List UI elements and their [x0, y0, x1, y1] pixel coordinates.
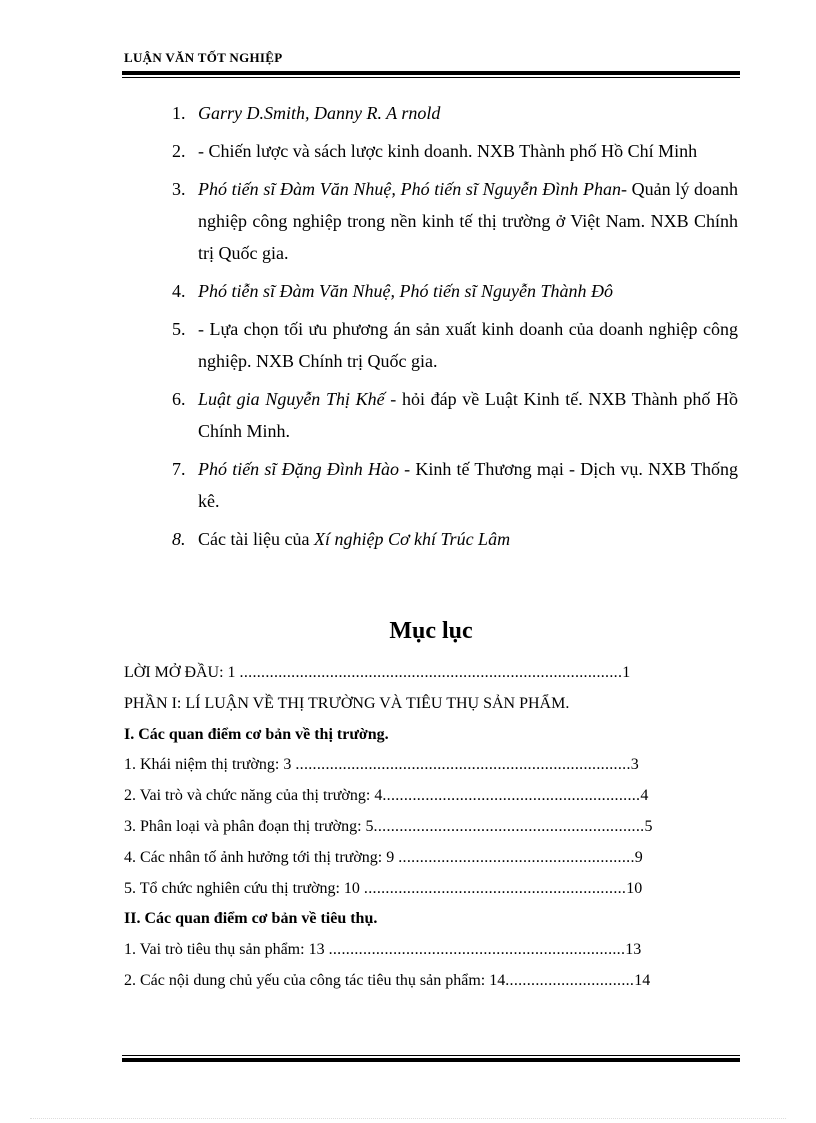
reference-text: - hỏi đáp về Luật Kinh tế. NXB Thành phố Hồ Chính Minh. [198, 389, 738, 441]
toc-entry-label: 1. Vai trò tiêu thụ sản phẩm: 13 [124, 941, 329, 959]
toc-leader: ....................................................... [398, 848, 635, 866]
toc-page-number: 5 [644, 817, 653, 835]
reference-text: Các tài liệu của [198, 529, 314, 549]
toc-entry-label: 5. Tổ chức nghiên cứu thị trường: 10 [124, 879, 364, 897]
toc-entry-label: 1. Khái niệm thị trường: 3 [124, 756, 296, 774]
reference-text: - Lựa chọn tối ưu phương án sản xuất kinh doanh của doanh nghiệp công nghiệp. NXB Chính trị Quốc gia. [198, 319, 738, 371]
reference-number: 2. [172, 141, 186, 161]
reference-item [172, 523, 738, 555]
toc-entry-label: 3. Phân loại và phân đoạn thị trường: 5 [124, 817, 374, 835]
toc-leader: ......................................................................................... [239, 664, 623, 681]
reference-number: 7. [172, 459, 186, 479]
reference-source: Xí nghiệp Cơ khí Trúc Lâm [313, 529, 511, 549]
reference-item [172, 173, 738, 269]
reference-item [172, 97, 738, 129]
footer-rule-thin [122, 1055, 740, 1056]
reference-author: Luật gia Nguyễn Thị Khế [198, 389, 385, 409]
reference-author: Garry D.Smith, Danny R. A rnold [198, 103, 441, 123]
toc-page-number: 9 [634, 848, 643, 866]
toc-entry-label: I. Các quan điểm cơ bản về thị trường. [124, 725, 389, 743]
reference-number: 3. [172, 179, 186, 199]
reference-author: Phó tiến sĩ Đàm Văn Nhuệ, Phó tiến sĩ Nguyễn Đình Phan [198, 179, 621, 199]
toc-page-number: 3 [630, 756, 639, 774]
toc-leader: .............................................................................. [295, 756, 631, 774]
reference-item [172, 275, 738, 307]
toc-entry-label: 2. Vai trò và chức năng của thị trường: 4 [124, 787, 383, 805]
header-rule-thin [122, 77, 740, 78]
reference-item [172, 313, 738, 377]
toc-entry-label: LỜI MỞ ĐẦU: 1 [124, 664, 240, 681]
footer-rule-thick [122, 1058, 740, 1062]
header-title: LUẬN VĂN TỐT NGHIỆP [124, 50, 283, 65]
toc-entry-label: 2. Các nội dung chủ yếu của công tác tiêu thụ sản phẩm: 14 [124, 971, 506, 989]
toc-entry[interactable] [124, 750, 724, 781]
toc-leader: ............................................................ [382, 787, 641, 805]
toc-entry[interactable] [124, 966, 724, 997]
reference-number: 4. [172, 281, 186, 301]
reference-text: - Chiến lược và sách lược kinh doanh. NXB Thành phố Hồ Chí Minh [198, 141, 698, 161]
toc-entry-label: 4. Các nhân tố ảnh hưởng tới thị trường: 9 [124, 848, 399, 866]
reference-author: Phó tiến sĩ Đặng Đình Hào [198, 459, 399, 479]
reference-text: - Quản lý doanh nghiệp công nghiệp trong nền kinh tế thị trường ở Việt Nam. NXB Chính trị Quốc gia. [198, 179, 738, 263]
toc-entry[interactable] [124, 935, 724, 966]
toc-page-number: 13 [625, 941, 642, 959]
reference-number: 1. [172, 103, 186, 123]
toc-section-heading[interactable] [124, 904, 724, 935]
header-rule-thick [122, 71, 740, 75]
toc-entry[interactable] [124, 843, 724, 874]
toc-section-heading[interactable] [124, 720, 724, 751]
reference-list [172, 97, 738, 561]
toc-page-number: 4 [640, 787, 649, 805]
reference-item [172, 135, 738, 167]
reference-author: Phó tiễn sĩ Đàm Văn Nhuệ, Phó tiến sĩ Nguyễn Thành Đô [198, 281, 613, 301]
toc-entry-label: PHẦN I: LÍ LUẬN VỀ THỊ TRƯỜNG VÀ TIÊU THỤ SẢN PHẨM. [124, 694, 570, 712]
toc-entry[interactable] [124, 781, 724, 812]
toc-page-number: 10 [626, 879, 643, 897]
toc-leader: ............................................................... [373, 817, 645, 835]
reference-item [172, 383, 738, 447]
reference-item [172, 453, 738, 517]
toc-title: Mục lục [389, 618, 473, 644]
reference-number: 6. [172, 389, 186, 409]
toc-entry[interactable] [124, 812, 724, 843]
reference-number: 8. [172, 529, 186, 549]
toc-entry[interactable] [124, 658, 724, 689]
toc-leader: ..................................................................... [328, 941, 626, 959]
toc-entry-label: II. Các quan điểm cơ bản về tiêu thụ. [124, 910, 378, 928]
reference-text: - Kinh tế Thương mại - Dịch vụ. NXB Thống kê. [198, 459, 738, 511]
page-edge-divider [30, 1118, 786, 1119]
toc-page-number: 14 [634, 971, 651, 989]
reference-number: 5. [172, 319, 186, 339]
toc-entry[interactable] [124, 874, 724, 905]
toc-page-number: 1 [622, 664, 631, 681]
toc-leader: .............................. [505, 971, 635, 989]
table-of-contents [124, 658, 724, 997]
toc-leader: ............................................................. [363, 879, 627, 897]
toc-entry[interactable] [124, 689, 724, 720]
